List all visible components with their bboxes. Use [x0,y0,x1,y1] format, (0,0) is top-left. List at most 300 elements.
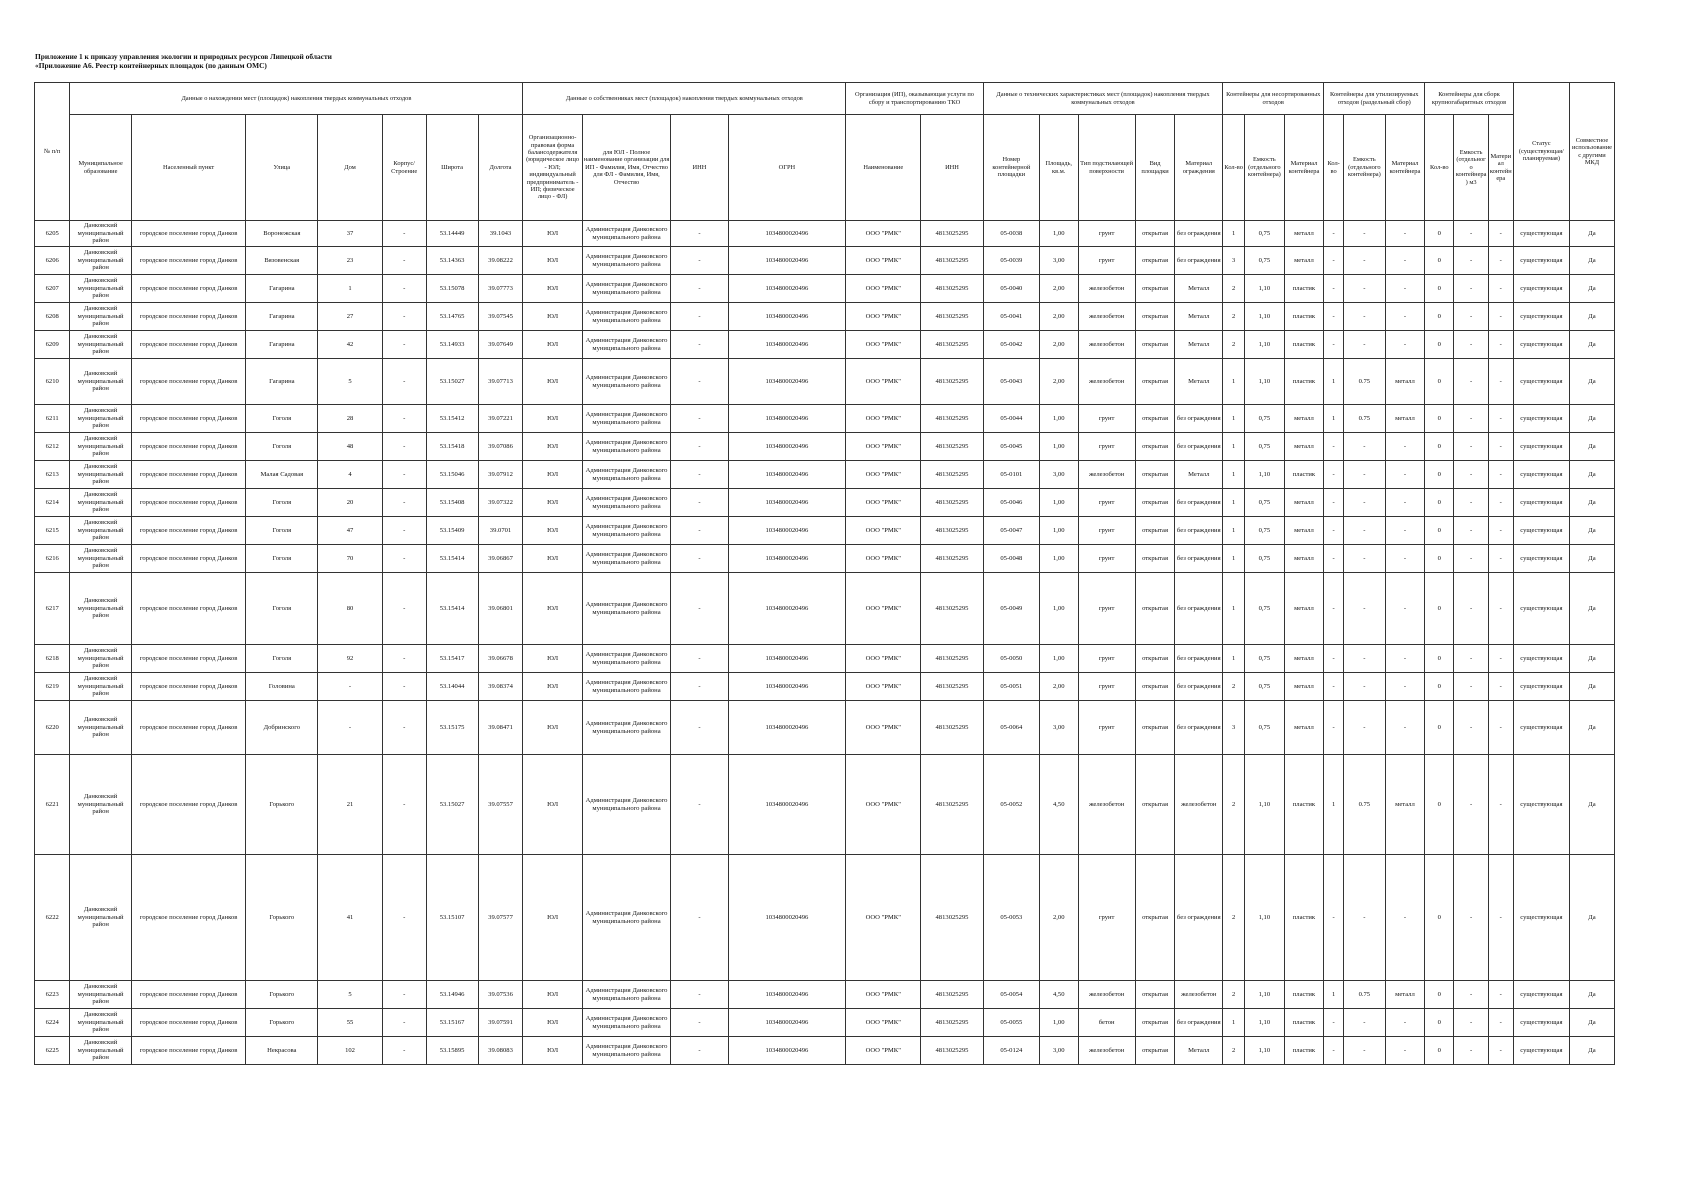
header-group-row [35,83,1615,115]
longitude-cell: 39.08083 [478,1037,523,1065]
latitude-cell: 53.14044 [426,673,478,701]
municipality-cell: Данковский муниципальный район [70,303,131,331]
table-row [35,645,1615,673]
site-area-cell: 4,50 [1039,981,1078,1009]
col-operator-name: Наименование [846,115,921,221]
owner-inn-cell: - [671,701,728,755]
recycle-qty-cell: - [1324,673,1344,701]
owner-inn-cell: - [671,755,728,855]
site-type-cell: открытая [1135,359,1175,405]
building-cell: - [382,221,426,247]
document-caption [35,52,332,70]
row-number-cell: 6218 [35,645,70,673]
building-cell: - [382,573,426,645]
sorted-qty-cell: 1 [1223,433,1245,461]
site-status-cell: существующая [1513,1009,1569,1037]
site-type-cell: открытая [1135,1009,1175,1037]
col-fence: Материал ограждения [1175,115,1223,221]
sorted-capacity-cell: 1,10 [1245,303,1285,331]
recycle-material-cell: - [1385,461,1425,489]
owner-inn-cell: - [671,855,728,981]
bulky-material-cell: - [1488,303,1513,331]
owner-name-cell: Администрация Данковского муниципального района [582,1009,671,1037]
owner-ogrn-cell: 1034800020496 [728,645,846,673]
longitude-cell: 39.07536 [478,981,523,1009]
fence-material-cell: без ограждения [1175,221,1223,247]
settlement-cell: городское поселение город Данков [131,1037,246,1065]
site-status-cell: существующая [1513,573,1569,645]
house-cell: 55 [318,1009,383,1037]
recycle-material-cell: металл [1385,755,1425,855]
owner-ogrn-cell: 1034800020496 [728,303,846,331]
site-status-cell: существующая [1513,701,1569,755]
sorted-material-cell: металл [1284,545,1324,573]
col-c2-material: Материал контейнера [1385,115,1425,221]
row-number-cell: 6217 [35,573,70,645]
bulky-material-cell: - [1488,545,1513,573]
site-type-cell: открытая [1135,433,1175,461]
latitude-cell: 53.15409 [426,517,478,545]
legal-form-cell: ЮЛ [523,275,582,303]
street-cell: Горького [246,855,318,981]
recycle-capacity-cell: - [1344,517,1386,545]
bulky-qty-cell: 0 [1425,359,1454,405]
operator-inn-cell: 4813025295 [921,247,983,275]
sorted-material-cell: металл [1284,405,1324,433]
municipality-cell: Данковский муниципальный район [70,701,131,755]
col-house: Дом [318,115,383,221]
building-cell: - [382,517,426,545]
recycle-material-cell: - [1385,275,1425,303]
owner-name-cell: Администрация Данковского муниципального района [582,517,671,545]
site-number-cell: 05-0047 [983,517,1039,545]
site-type-cell: открытая [1135,981,1175,1009]
sorted-qty-cell: 1 [1223,517,1245,545]
sorted-qty-cell: 1 [1223,489,1245,517]
site-number-cell: 05-0040 [983,275,1039,303]
sorted-capacity-cell: 1,10 [1245,331,1285,359]
legal-form-cell: ЮЛ [523,331,582,359]
site-number-cell: 05-0052 [983,755,1039,855]
fence-material-cell: без ограждения [1175,855,1223,981]
recycle-capacity-cell: 0.75 [1344,981,1386,1009]
site-area-cell: 1,00 [1039,545,1078,573]
legal-form-cell: ЮЛ [523,545,582,573]
recycle-qty-cell: 1 [1324,359,1344,405]
owner-name-cell: Администрация Данковского муниципального района [582,573,671,645]
bulky-capacity-cell: - [1454,221,1488,247]
house-cell: 47 [318,517,383,545]
sorted-material-cell: металл [1284,247,1324,275]
recycle-capacity-cell: - [1344,247,1386,275]
recycle-qty-cell: - [1324,331,1344,359]
legal-form-cell: ЮЛ [523,645,582,673]
bulky-material-cell: - [1488,275,1513,303]
site-area-cell: 2,00 [1039,303,1078,331]
legal-form-cell: ЮЛ [523,359,582,405]
sorted-capacity-cell: 0,75 [1245,489,1285,517]
house-cell: 1 [318,275,383,303]
municipality-cell: Данковский муниципальный район [70,359,131,405]
bulky-qty-cell: 0 [1425,673,1454,701]
recycle-qty-cell: - [1324,461,1344,489]
site-number-cell: 05-0043 [983,359,1039,405]
latitude-cell: 53.14933 [426,331,478,359]
col-lon: Долгота [478,115,523,221]
owner-ogrn-cell: 1034800020496 [728,573,846,645]
bulky-qty-cell: 0 [1425,303,1454,331]
operator-inn-cell: 4813025295 [921,489,983,517]
owner-ogrn-cell: 1034800020496 [728,461,846,489]
legal-form-cell: ЮЛ [523,433,582,461]
recycle-capacity-cell: - [1344,489,1386,517]
row-number-cell: 6212 [35,433,70,461]
recycle-capacity-cell: - [1344,545,1386,573]
house-cell: 70 [318,545,383,573]
latitude-cell: 53.15414 [426,573,478,645]
sorted-qty-cell: 3 [1223,701,1245,755]
recycle-material-cell: металл [1385,405,1425,433]
sorted-qty-cell: 2 [1223,981,1245,1009]
surface-type-cell: железобетон [1078,303,1135,331]
row-number-cell: 6216 [35,545,70,573]
shared-use-cell: Да [1569,275,1614,303]
recycle-capacity-cell: - [1344,461,1386,489]
legal-form-cell: ЮЛ [523,1037,582,1065]
latitude-cell: 53.14765 [426,303,478,331]
col-c2-capacity: Емкость (отдельного контейнера) [1344,115,1386,221]
bulky-capacity-cell: - [1454,573,1488,645]
municipality-cell: Данковский муниципальный район [70,221,131,247]
recycle-material-cell: - [1385,433,1425,461]
operator-inn-cell: 4813025295 [921,359,983,405]
owner-inn-cell: - [671,359,728,405]
fence-material-cell: без ограждения [1175,247,1223,275]
col-lat: Широта [426,115,478,221]
site-number-cell: 05-0039 [983,247,1039,275]
recycle-qty-cell: - [1324,545,1344,573]
recycle-qty-cell: 1 [1324,405,1344,433]
group-sorted: Контейнеры для несортированных отходов [1223,83,1324,115]
site-type-cell: открытая [1135,755,1175,855]
house-cell: 92 [318,645,383,673]
recycle-capacity-cell: - [1344,855,1386,981]
row-number-cell: 6206 [35,247,70,275]
recycle-qty-cell: - [1324,1009,1344,1037]
owner-inn-cell: - [671,673,728,701]
recycle-qty-cell: - [1324,221,1344,247]
settlement-cell: городское поселение город Данков [131,755,246,855]
shared-use-cell: Да [1569,545,1614,573]
bulky-material-cell: - [1488,701,1513,755]
owner-ogrn-cell: 1034800020496 [728,755,846,855]
house-cell: 80 [318,573,383,645]
shared-use-cell: Да [1569,303,1614,331]
longitude-cell: 39.07545 [478,303,523,331]
bulky-material-cell: - [1488,573,1513,645]
recycle-capacity-cell: - [1344,275,1386,303]
street-cell: Некрасова [246,1037,318,1065]
bulky-qty-cell: 0 [1425,405,1454,433]
building-cell: - [382,405,426,433]
owner-name-cell: Администрация Данковского муниципального района [582,701,671,755]
bulky-capacity-cell: - [1454,673,1488,701]
house-cell: 20 [318,489,383,517]
legal-form-cell: ЮЛ [523,489,582,517]
municipality-cell: Данковский муниципальный район [70,461,131,489]
recycle-capacity-cell: - [1344,1037,1386,1065]
row-number-cell: 6207 [35,275,70,303]
row-number-cell: 6219 [35,673,70,701]
register-body [35,221,1615,1065]
settlement-cell: городское поселение город Данков [131,517,246,545]
shared-use-cell: Да [1569,701,1614,755]
legal-form-cell: ЮЛ [523,701,582,755]
row-number-cell: 6224 [35,1009,70,1037]
owner-inn-cell: - [671,275,728,303]
site-area-cell: 3,00 [1039,701,1078,755]
latitude-cell: 53.15175 [426,701,478,755]
surface-type-cell: железобетон [1078,461,1135,489]
bulky-capacity-cell: - [1454,645,1488,673]
site-status-cell: существующая [1513,517,1569,545]
house-cell: 23 [318,247,383,275]
shared-use-cell: Да [1569,247,1614,275]
house-cell: 27 [318,303,383,331]
surface-type-cell: грунт [1078,573,1135,645]
fence-material-cell: без ограждения [1175,573,1223,645]
table-row [35,433,1615,461]
fence-material-cell: без ограждения [1175,645,1223,673]
sorted-qty-cell: 2 [1223,275,1245,303]
municipality-cell: Данковский муниципальный район [70,275,131,303]
row-number-cell: 6208 [35,303,70,331]
col-num: № п/п [35,83,70,221]
table-row [35,855,1615,981]
recycle-capacity-cell: - [1344,331,1386,359]
operator-name-cell: ООО "РМК" [846,701,921,755]
sorted-capacity-cell: 0,75 [1245,673,1285,701]
bulky-qty-cell: 0 [1425,517,1454,545]
recycle-material-cell: - [1385,303,1425,331]
longitude-cell: 39.1043 [478,221,523,247]
bulky-qty-cell: 0 [1425,221,1454,247]
site-area-cell: 3,00 [1039,247,1078,275]
recycle-capacity-cell: - [1344,1009,1386,1037]
surface-type-cell: грунт [1078,645,1135,673]
operator-name-cell: ООО "РМК" [846,221,921,247]
operator-name-cell: ООО "РМК" [846,545,921,573]
bulky-qty-cell: 0 [1425,701,1454,755]
street-cell: Горького [246,1009,318,1037]
bulky-capacity-cell: - [1454,275,1488,303]
building-cell: - [382,1009,426,1037]
recycle-qty-cell: - [1324,247,1344,275]
sorted-qty-cell: 2 [1223,855,1245,981]
sorted-qty-cell: 1 [1223,1009,1245,1037]
longitude-cell: 39.07086 [478,433,523,461]
sorted-capacity-cell: 1,10 [1245,981,1285,1009]
recycle-capacity-cell: 0.75 [1344,359,1386,405]
owner-name-cell: Администрация Данковского муниципального района [582,981,671,1009]
recycle-capacity-cell: - [1344,673,1386,701]
site-status-cell: существующая [1513,303,1569,331]
site-number-cell: 05-0124 [983,1037,1039,1065]
owner-ogrn-cell: 1034800020496 [728,1009,846,1037]
site-area-cell: 1,00 [1039,221,1078,247]
building-cell: - [382,701,426,755]
site-status-cell: существующая [1513,545,1569,573]
building-cell: - [382,981,426,1009]
bulky-material-cell: - [1488,755,1513,855]
bulky-capacity-cell: - [1454,1037,1488,1065]
owner-name-cell: Администрация Данковского муниципального района [582,645,671,673]
owner-inn-cell: - [671,573,728,645]
latitude-cell: 53.14363 [426,247,478,275]
group-location: Данные о нахождении мест (площадок) накопления твердых коммунальных отходов [70,83,523,115]
bulky-qty-cell: 0 [1425,855,1454,981]
row-number-cell: 6223 [35,981,70,1009]
owner-inn-cell: - [671,1009,728,1037]
col-site-type: Вид площадки [1135,115,1175,221]
recycle-material-cell: - [1385,489,1425,517]
longitude-cell: 39.08222 [478,247,523,275]
shared-use-cell: Да [1569,573,1614,645]
table-row [35,755,1615,855]
bulky-capacity-cell: - [1454,303,1488,331]
site-status-cell: существующая [1513,275,1569,303]
col-ogrn: ОГРН [728,115,846,221]
table-row [35,981,1615,1009]
fence-material-cell: без ограждения [1175,673,1223,701]
col-owner-name: для ЮЛ - Полное наименование организации для ИП - Фамилия, Имя, Отчество для ФЛ - Фамилия, Имя, Отчество [582,115,671,221]
operator-name-cell: ООО "РМК" [846,673,921,701]
recycle-qty-cell: - [1324,573,1344,645]
col-c1-capacity: Емкость (отдельного контейнера) [1245,115,1285,221]
sorted-qty-cell: 1 [1223,359,1245,405]
municipality-cell: Данковский муниципальный район [70,489,131,517]
sorted-qty-cell: 2 [1223,673,1245,701]
house-cell: 4 [318,461,383,489]
surface-type-cell: грунт [1078,221,1135,247]
site-status-cell: существующая [1513,247,1569,275]
site-status-cell: существующая [1513,645,1569,673]
owner-name-cell: Администрация Данковского муниципального района [582,755,671,855]
fence-material-cell: Металл [1175,461,1223,489]
legal-form-cell: ЮЛ [523,303,582,331]
recycle-capacity-cell: - [1344,701,1386,755]
site-area-cell: 2,00 [1039,331,1078,359]
street-cell: Гоголя [246,573,318,645]
building-cell: - [382,331,426,359]
site-type-cell: открытая [1135,545,1175,573]
fence-material-cell: Металл [1175,359,1223,405]
shared-use-cell: Да [1569,405,1614,433]
operator-name-cell: ООО "РМК" [846,755,921,855]
sorted-material-cell: пластик [1284,755,1324,855]
site-status-cell: существующая [1513,433,1569,461]
operator-name-cell: ООО "РМК" [846,405,921,433]
bulky-qty-cell: 0 [1425,461,1454,489]
settlement-cell: городское поселение город Данков [131,247,246,275]
settlement-cell: городское поселение город Данков [131,1009,246,1037]
bulky-qty-cell: 0 [1425,1009,1454,1037]
site-area-cell: 2,00 [1039,673,1078,701]
site-type-cell: открытая [1135,517,1175,545]
settlement-cell: городское поселение город Данков [131,221,246,247]
row-number-cell: 6221 [35,755,70,855]
recycle-material-cell: - [1385,247,1425,275]
col-legal-form: Организационно-правовая форма балансодержателя (юридическое лицо - ЮЛ; индивидуальный предприниматель - ИП; физическое лицо - ФЛ) [523,115,582,221]
fence-material-cell: Металл [1175,331,1223,359]
shared-use-cell: Да [1569,221,1614,247]
table-row [35,517,1615,545]
surface-type-cell: железобетон [1078,981,1135,1009]
site-number-cell: 05-0041 [983,303,1039,331]
sorted-qty-cell: 2 [1223,303,1245,331]
sorted-material-cell: пластик [1284,359,1324,405]
municipality-cell: Данковский муниципальный район [70,405,131,433]
owner-ogrn-cell: 1034800020496 [728,545,846,573]
bulky-capacity-cell: - [1454,545,1488,573]
owner-name-cell: Администрация Данковского муниципального района [582,489,671,517]
group-tech: Данные о технических характеристиках мест (площадок) накопления твердых коммунальных отходов [983,83,1222,115]
site-type-cell: открытая [1135,673,1175,701]
recycle-qty-cell: - [1324,701,1344,755]
operator-name-cell: ООО "РМК" [846,489,921,517]
recycle-material-cell: - [1385,1037,1425,1065]
col-c3-material: Материал контейнера [1488,115,1513,221]
operator-name-cell: ООО "РМК" [846,275,921,303]
site-type-cell: открытая [1135,855,1175,981]
sorted-material-cell: металл [1284,673,1324,701]
site-type-cell: открытая [1135,1037,1175,1065]
site-status-cell: существующая [1513,673,1569,701]
street-cell: Воронежская [246,221,318,247]
site-type-cell: открытая [1135,303,1175,331]
recycle-material-cell: - [1385,517,1425,545]
bulky-capacity-cell: - [1454,489,1488,517]
site-status-cell: существующая [1513,359,1569,405]
municipality-cell: Данковский муниципальный район [70,855,131,981]
fence-material-cell: без ограждения [1175,405,1223,433]
house-cell: 37 [318,221,383,247]
longitude-cell: 39.07713 [478,359,523,405]
site-number-cell: 05-0045 [983,433,1039,461]
owner-inn-cell: - [671,981,728,1009]
operator-inn-cell: 4813025295 [921,517,983,545]
bulky-qty-cell: 0 [1425,1037,1454,1065]
operator-inn-cell: 4813025295 [921,303,983,331]
col-c3-capacity: Емкость (отдельного контейнера) м3 [1454,115,1488,221]
shared-use-cell: Да [1569,461,1614,489]
street-cell: Гоголя [246,645,318,673]
settlement-cell: городское поселение город Данков [131,461,246,489]
recycle-qty-cell: - [1324,275,1344,303]
building-cell: - [382,247,426,275]
table-row [35,489,1615,517]
site-area-cell: 2,00 [1039,275,1078,303]
fence-material-cell: железобетон [1175,981,1223,1009]
sorted-qty-cell: 1 [1223,545,1245,573]
sorted-material-cell: пластик [1284,855,1324,981]
shared-use-cell: Да [1569,517,1614,545]
longitude-cell: 39.07322 [478,489,523,517]
recycle-qty-cell: - [1324,645,1344,673]
table-row [35,545,1615,573]
site-area-cell: 1,00 [1039,1009,1078,1037]
municipality-cell: Данковский муниципальный район [70,247,131,275]
